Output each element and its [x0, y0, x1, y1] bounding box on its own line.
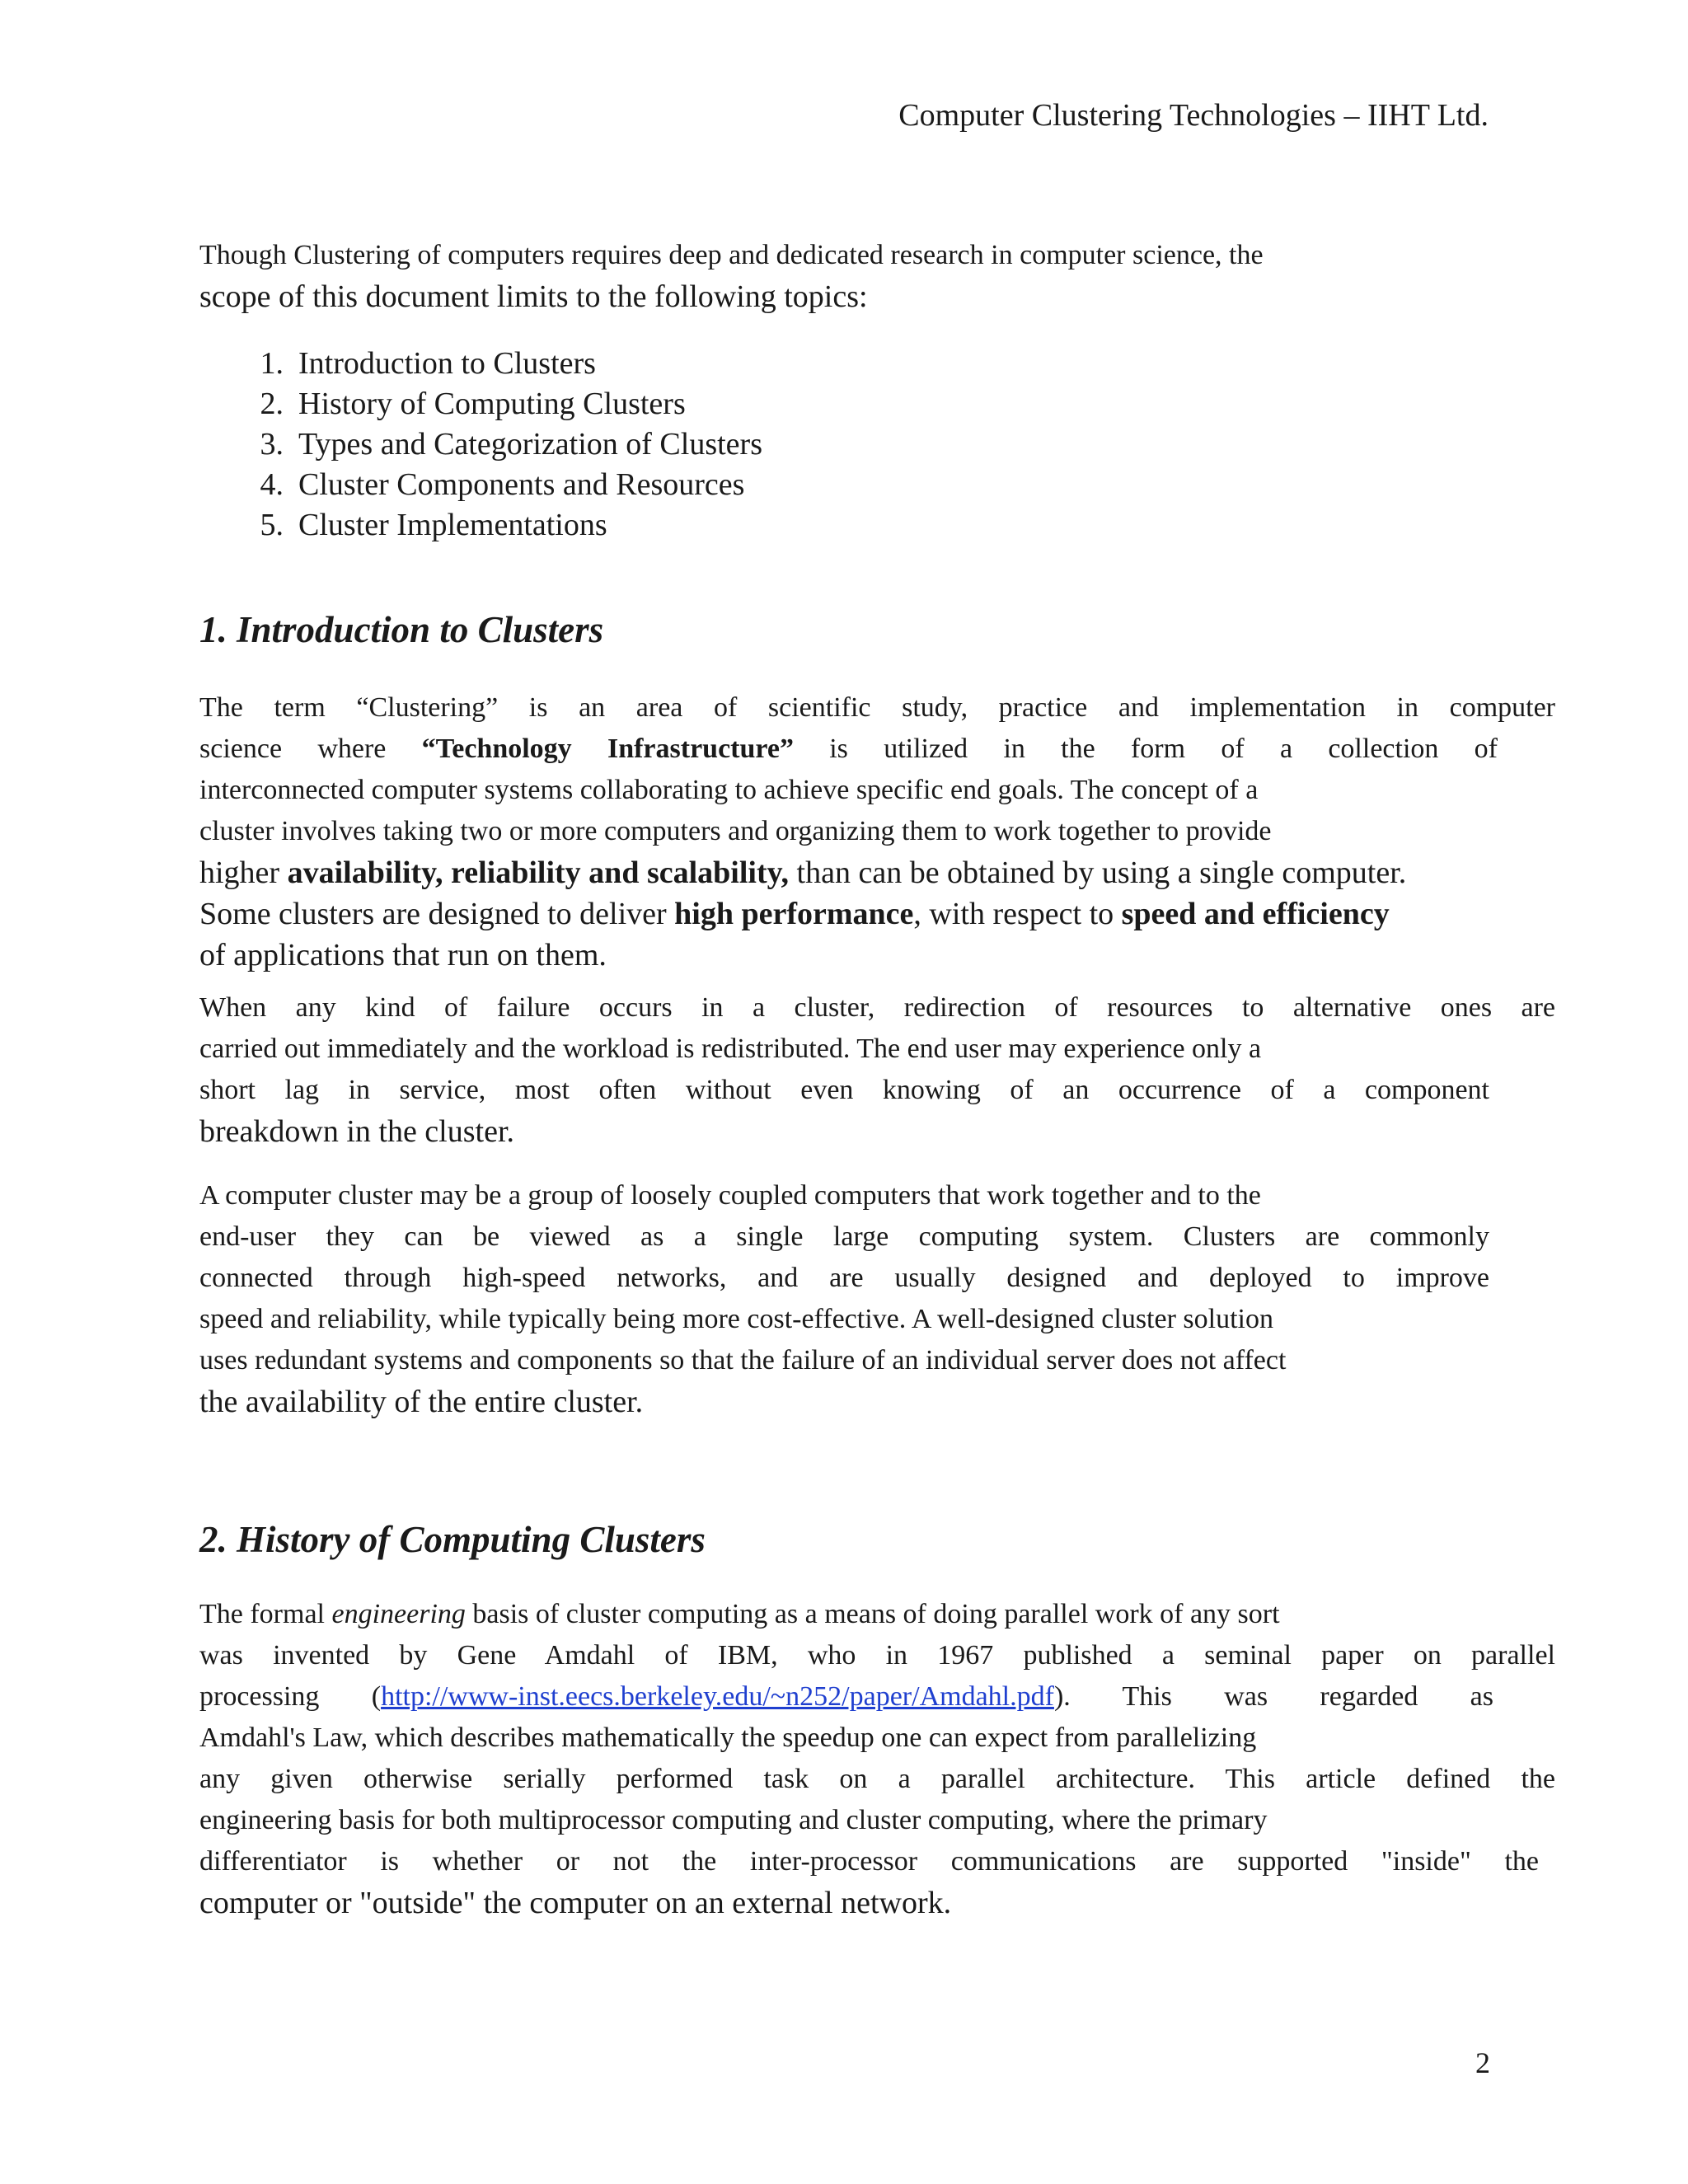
list-item-label: Types and Categorization of Clusters: [298, 427, 762, 462]
paragraph-line: any given otherwise serially performed task on a parallel architecture. This article defined the: [199, 1764, 1555, 1794]
list-item-label: Cluster Components and Resources: [298, 467, 745, 502]
paragraph-line: cluster involves taking two or more computers and organizing them to work together to provide: [199, 816, 1272, 846]
section1-paragraph-3: [199, 1175, 1555, 1422]
list-item-label: History of Computing Clusters: [298, 387, 686, 421]
list-item: [199, 424, 1555, 465]
list-item-number: 1.: [260, 346, 284, 381]
list-item-number: 2.: [260, 387, 284, 421]
topics-list: [199, 344, 1555, 546]
text-run: is utilized in the form of a collection of: [793, 733, 1498, 764]
paragraph-line: of applications that run on them.: [199, 938, 607, 972]
amdahl-paper-link[interactable]: http://www-inst.eecs.berkeley.edu/~n252/paper/Amdahl.pdf: [381, 1681, 1054, 1712]
paragraph-line: When any kind of failure occurs in a cluster, redirection of resources to alternative ones are: [199, 992, 1555, 1023]
paragraph-line: Amdahl's Law, which describes mathematically the speedup one can expect from parallelizing: [199, 1722, 1257, 1753]
section-heading-history: 2. History of Computing Clusters: [199, 1519, 706, 1560]
bold-term: high performance: [674, 897, 914, 931]
text-run: , with respect to: [913, 897, 1122, 931]
paragraph-line: breakdown in the cluster.: [199, 1114, 515, 1149]
text-run: Some clusters are designed to deliver: [199, 897, 675, 931]
paragraph-line: [199, 893, 1555, 935]
paragraph-line: carried out immediately and the workload is redistributed. The end user may experience only a: [199, 1033, 1262, 1064]
paragraph-line: connected through high-speed networks, and are usually designed and deployed to improve: [199, 1263, 1489, 1293]
list-item-number: 4.: [260, 467, 284, 502]
list-item: [199, 505, 1555, 546]
paragraph-line: computer or "outside" the computer on an external network.: [199, 1886, 952, 1920]
text-run: higher: [199, 855, 288, 890]
running-header: Computer Clustering Technologies – IIHT Ltd.: [898, 98, 1489, 133]
bold-term: speed and efficiency: [1121, 897, 1390, 931]
emphasis: engineering: [331, 1599, 466, 1629]
paragraph-line: end-user they can be viewed as a single large computing system. Clusters are commonly: [199, 1221, 1489, 1252]
bold-term: availability, reliability and scalability,: [287, 855, 790, 890]
paragraph-line: differentiator is whether or not the inter-processor communications are supported "inside" the: [199, 1846, 1539, 1877]
page-number: 2: [1475, 2046, 1490, 2079]
page-content: [199, 235, 1555, 1924]
paragraph-line: The term “Clustering” is an area of scientific study, practice and implementation in computer: [199, 692, 1555, 723]
text-run: ). This was regarded as: [1053, 1681, 1493, 1712]
paragraph-line: interconnected computer systems collaborating to achieve specific end goals. The concept of a: [199, 775, 1259, 805]
list-item-label: Cluster Implementations: [298, 508, 607, 542]
paragraph-line: [199, 1676, 1555, 1718]
intro-paragraph: [199, 235, 1555, 317]
list-item-label: Introduction to Clusters: [298, 346, 596, 381]
text-run: processing (: [199, 1681, 382, 1712]
section-heading-introduction: 1. Introduction to Clusters: [199, 609, 604, 650]
bold-term: “Technology Infrastructure”: [421, 733, 794, 764]
paragraph-line: speed and reliability, while typically being more cost-effective. A well-designed cluster solution: [199, 1304, 1273, 1334]
text-run: The formal: [199, 1599, 332, 1629]
paragraph-line: short lag in service, most often without even knowing of an occurrence of a component: [199, 1075, 1489, 1105]
paragraph-line: uses redundant systems and components so that the failure of an individual server does not affect: [199, 1345, 1287, 1376]
paragraph-line: the availability of the entire cluster.: [199, 1385, 644, 1419]
list-item: [199, 344, 1555, 384]
paragraph-line: A computer cluster may be a group of loosely coupled computers that work together and to the: [199, 1180, 1261, 1211]
intro-line: scope of this document limits to the following topics:: [199, 279, 868, 314]
text-run: basis of cluster computing as a means of doing parallel work of any sort: [465, 1599, 1280, 1629]
paragraph-line: engineering basis for both multiprocessor computing and cluster computing, where the primary: [199, 1805, 1268, 1835]
list-item: [199, 465, 1555, 505]
paragraph-line: [199, 729, 1555, 770]
section1-paragraph-2: [199, 987, 1555, 1152]
list-item-number: 3.: [260, 427, 284, 462]
section2-paragraph-1: [199, 1594, 1555, 1924]
paragraph-line: [199, 852, 1555, 893]
list-item-number: 5.: [260, 508, 284, 542]
text-run: than can be obtained by using a single computer.: [789, 855, 1407, 890]
text-run: science where: [199, 733, 422, 764]
section1-paragraph-1: [199, 687, 1555, 976]
intro-line: Though Clustering of computers requires deep and dedicated research in computer science, the: [199, 240, 1264, 270]
list-item: [199, 384, 1555, 424]
paragraph-line: was invented by Gene Amdahl of IBM, who in 1967 published a seminal paper on parallel: [199, 1640, 1555, 1671]
paragraph-line: [199, 1594, 1555, 1635]
